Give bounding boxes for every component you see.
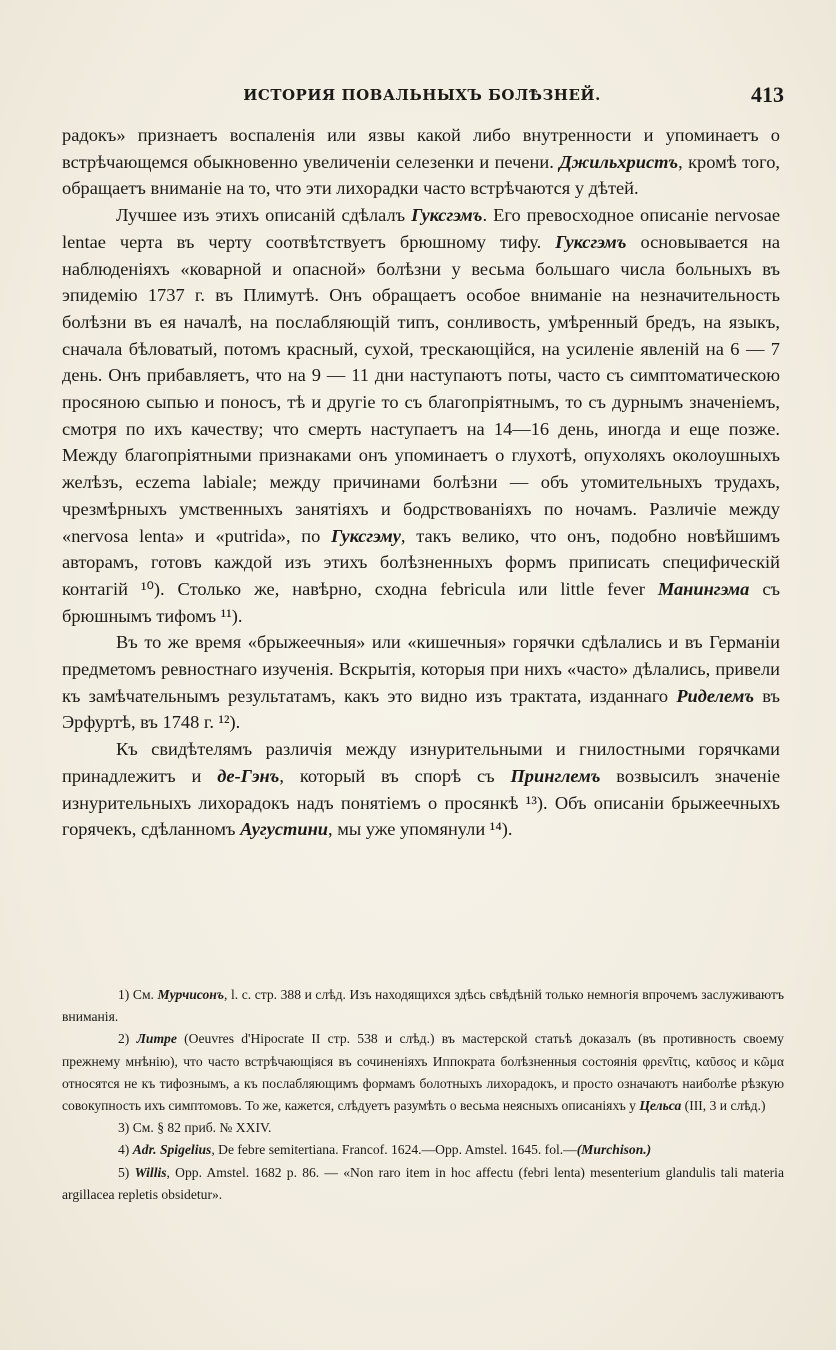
text-run: (III, 3 и слѣд.)	[681, 1098, 766, 1114]
footnote-1	[62, 984, 784, 1028]
person-name: Принглемъ	[510, 765, 601, 786]
text-run: , кромѣ того, обращаетъ вниманіе на то, что эти лихорадки часто встрѣчаются у дѣтей.	[62, 151, 780, 199]
text-run: возвысилъ значеніе изнурительныхъ лихорадокъ надъ понятіемъ о просянкѣ ¹³). Объ описаніи брыжеечныхъ горячекъ, сдѣланномъ	[62, 765, 780, 840]
text-run: , мы уже упомянули ¹⁴).	[328, 819, 513, 840]
text-run: , Opp. Amstel. 1682 p. 86. — «Non raro item in hoc affectu (febri lenta) mesenterium glandulis tali materia argillacea repletis obsidetur».	[62, 1164, 784, 1202]
text-run: основывается на наблюденіяхъ «коварной и опасной» болѣзни у весьма большаго числа больныхъ въ эпидемію 1737 г. въ Плимутѣ. Онъ обращаетъ особое вниманіе на незначительность болѣзни въ ея началѣ, на послабляющій типъ, сонливость, умѣренный бредъ, на языкъ, сначала бѣловатый, потомъ красный, сухой, трескающійся, на усиленіе явленій на 6 — 7 день. Онъ прибавляетъ, что на 9 — 11 дни наступаютъ поты, часто съ симптоматическою просяною сыпью и поносъ, тѣ и другіе то съ благопріятнымъ, то съ дурнымъ значеніемъ, смотря по ихъ качеству; что смерть наступаетъ на 14—16 день, иногда и еще позже. Между благопріятными признаками онъ упоминаетъ о глухотѣ, опухоляхъ околоушныхъ желѣзъ, eczema labiale; между причинами болѣзни — объ утомительныхъ трудахъ, чрезмѣрныхъ умственныхъ занятіяхъ и бодрствованіяхъ по ночамъ. Различіе между «nervosa lenta» и «putrida», по	[62, 231, 780, 546]
body-text	[62, 122, 780, 843]
text-run: , такъ велико, что онъ, подобно новѣйшимъ авторамъ, готовъ каждой изъ этихъ болѣзненныхъ формъ приписать специфическій контагій ¹⁰). Столько же, навѣрно, сходна febricula или little fever	[62, 525, 780, 599]
person-name: (Murchison.)	[576, 1142, 652, 1158]
running-head	[60, 82, 784, 112]
person-name: Цельса	[639, 1098, 682, 1114]
text-run: съ брюшнымъ тифомъ ¹¹).	[62, 578, 780, 626]
footnote-5	[62, 1162, 784, 1206]
person-name: Мурчисонъ	[157, 987, 224, 1002]
footnote-4	[62, 1139, 784, 1161]
text-run: , который въ спорѣ съ	[279, 765, 511, 786]
text-run: Въ то же время «брыжеечныя» или «кишечныя» горячки сдѣлались и въ Германіи предметомъ ревностнаго изученія. Вскрытія, которыя при нихъ «часто» дѣлались, привели къ замѣчательнымъ результатамъ, какъ это видно изъ трактата, изданнаго	[62, 632, 780, 706]
text-run: 2)	[118, 1031, 137, 1047]
paragraph-4	[62, 736, 780, 843]
text-run: , l. c. стр. 388 и слѣд. Изъ находящихся здѣсь свѣдѣній только немногія впрочемъ заслуживаютъ вниманія.	[62, 987, 784, 1025]
footnotes	[62, 984, 784, 1206]
text-run: радокъ» признаетъ воспаленія или язвы какой либо внутренности и упоминаетъ о встрѣчающемся обыкновенно увеличеніи селезенки и печени.	[62, 125, 780, 172]
text-run: Къ свидѣтелямъ различія между изнурительными и гнилостными горячками принадлежитъ и	[62, 739, 780, 786]
text-run: (Oeuvres d'Hipocrate II стр. 538 и слѣд.) въ мастерской статьѣ доказалъ (въ противность своему прежнему мнѣнію), что часто встрѣчающіяся въ сочиненіяхъ Иппократа болѣзненныя состоянія φρενῖτις, καῦσος и κῶμα относятся не къ тифознымъ, а къ послабляющимъ формамъ болотныхъ лихорадокъ, и просто означаютъ наиболѣе рѣзкую совокупность ихъ симптомовъ. То же, кажется, слѣдуетъ разумѣть о весьма неясныхъ описаніяхъ у	[62, 1031, 784, 1114]
text-run: Лучшее изъ этихъ описаній сдѣлалъ	[116, 205, 412, 226]
person-name: Манингэма	[657, 578, 750, 599]
text-run: . Его превосходное описаніе nervosae lentae черта въ черту соотвѣтствуетъ брюшному тифу.	[62, 205, 780, 252]
person-name: де-Гэнъ	[217, 765, 280, 786]
paragraph-2	[62, 202, 780, 629]
person-name: Гуксгэмъ	[555, 231, 627, 252]
text-run: , De febre semitertiana. Francof. 1624.—Opp. Amstel. 1645. fol.—	[211, 1142, 577, 1158]
person-name: Джильхристъ	[559, 151, 679, 172]
text-run: 5)	[118, 1164, 135, 1180]
person-name: Гуксгэмъ	[411, 205, 483, 226]
paragraph-3	[62, 629, 780, 736]
person-name: Гуксгэму	[331, 525, 401, 546]
person-name: Риделемъ	[676, 685, 755, 706]
text-run: въ Эрфуртѣ, въ 1748 г. ¹²).	[62, 685, 780, 733]
person-name: Spigelius	[159, 1142, 212, 1158]
page-number: 413	[751, 82, 784, 107]
text-run: 4)	[118, 1142, 133, 1158]
person-name: Adr.	[132, 1142, 157, 1158]
running-title: ИСТОРИЯ ПОВАЛЬНЫХЪ БОЛѢЗНЕЙ.	[243, 86, 601, 104]
text-run: 1) См.	[118, 987, 158, 1002]
person-name: Литре	[136, 1031, 177, 1047]
paragraph-1	[62, 122, 780, 202]
footnote-2	[62, 1028, 784, 1117]
person-name: Аугустини	[240, 819, 329, 840]
person-name: Willis	[134, 1164, 167, 1180]
footnote-3: 3) См. § 82 приб. № XXIV.	[118, 1120, 272, 1136]
